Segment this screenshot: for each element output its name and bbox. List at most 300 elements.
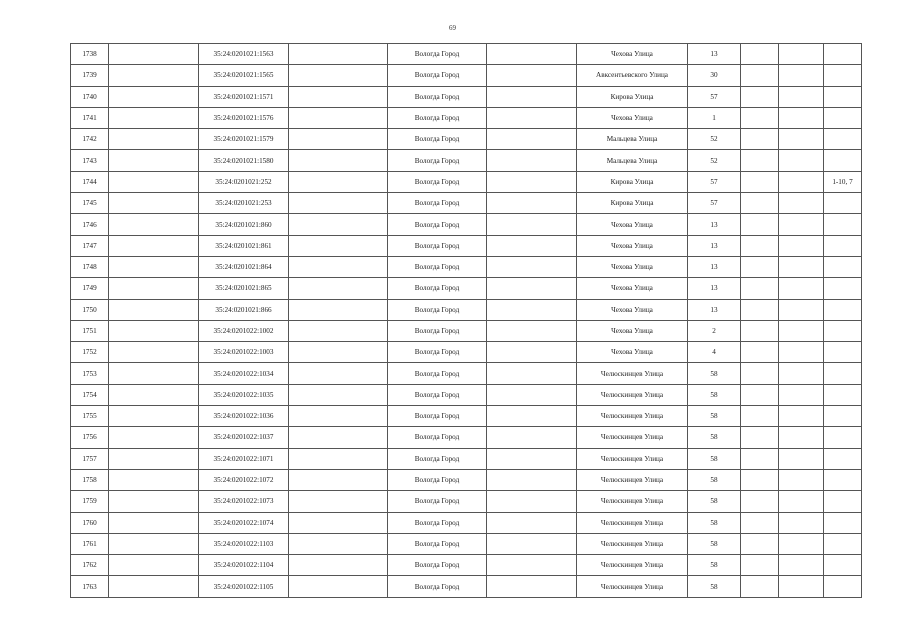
empty-cell	[487, 278, 577, 299]
empty-cell	[109, 469, 199, 490]
row-number-cell: 1752	[71, 342, 109, 363]
house-number-cell: 13	[688, 235, 741, 256]
city-cell: Вологда Город	[388, 342, 487, 363]
cadastral-number-cell: 35:24:0201022:1105	[199, 576, 289, 597]
empty-cell	[109, 512, 199, 533]
apartment-cell	[824, 299, 862, 320]
house-number-cell: 57	[688, 86, 741, 107]
house-number-cell: 58	[688, 576, 741, 597]
street-cell: Челюскинцев Улица	[577, 533, 688, 554]
empty-cell	[487, 193, 577, 214]
empty-cell	[741, 65, 779, 86]
table-row	[71, 214, 862, 235]
house-number-cell: 57	[688, 193, 741, 214]
house-number-cell: 58	[688, 555, 741, 576]
apartment-cell	[824, 320, 862, 341]
empty-cell	[741, 342, 779, 363]
empty-cell	[741, 406, 779, 427]
empty-cell	[741, 235, 779, 256]
cadastral-number-cell: 35:24:0201022:1103	[199, 533, 289, 554]
empty-cell	[109, 320, 199, 341]
table-row	[71, 342, 862, 363]
street-cell: Челюскинцев Улица	[577, 491, 688, 512]
table-row	[71, 384, 862, 405]
empty-cell	[779, 342, 824, 363]
empty-cell	[779, 171, 824, 192]
empty-cell	[289, 107, 388, 128]
cadastral-number-cell: 35:24:0201021:1565	[199, 65, 289, 86]
empty-cell	[289, 427, 388, 448]
table-row	[71, 576, 862, 597]
street-cell: Чехова Улица	[577, 278, 688, 299]
street-cell: Кирова Улица	[577, 171, 688, 192]
cadastral-number-cell: 35:24:0201021:1576	[199, 107, 289, 128]
house-number-cell: 58	[688, 427, 741, 448]
cadastral-number-cell: 35:24:0201022:1072	[199, 469, 289, 490]
apartment-cell	[824, 150, 862, 171]
city-cell: Вологда Город	[388, 406, 487, 427]
row-number-cell: 1754	[71, 384, 109, 405]
cadastral-number-cell: 35:24:0201021:252	[199, 171, 289, 192]
empty-cell	[289, 491, 388, 512]
empty-cell	[741, 469, 779, 490]
row-number-cell: 1760	[71, 512, 109, 533]
street-cell: Челюскинцев Улица	[577, 469, 688, 490]
empty-cell	[289, 533, 388, 554]
empty-cell	[109, 150, 199, 171]
empty-cell	[779, 65, 824, 86]
street-cell: Чехова Улица	[577, 320, 688, 341]
row-number-cell: 1739	[71, 65, 109, 86]
house-number-cell: 52	[688, 150, 741, 171]
house-number-cell: 13	[688, 299, 741, 320]
empty-cell	[289, 384, 388, 405]
empty-cell	[487, 65, 577, 86]
empty-cell	[289, 299, 388, 320]
apartment-cell	[824, 406, 862, 427]
house-number-cell: 58	[688, 469, 741, 490]
house-number-cell: 13	[688, 44, 741, 65]
table-row	[71, 491, 862, 512]
empty-cell	[487, 44, 577, 65]
city-cell: Вологда Город	[388, 491, 487, 512]
row-number-cell: 1748	[71, 256, 109, 277]
empty-cell	[779, 533, 824, 554]
city-cell: Вологда Город	[388, 65, 487, 86]
empty-cell	[741, 384, 779, 405]
row-number-cell: 1762	[71, 555, 109, 576]
table-row	[71, 469, 862, 490]
cadastral-number-cell: 35:24:0201021:1579	[199, 129, 289, 150]
city-cell: Вологда Город	[388, 533, 487, 554]
empty-cell	[779, 576, 824, 597]
registry-table-body	[71, 44, 862, 598]
apartment-cell	[824, 44, 862, 65]
row-number-cell: 1757	[71, 448, 109, 469]
empty-cell	[109, 65, 199, 86]
table-row	[71, 150, 862, 171]
house-number-cell: 58	[688, 512, 741, 533]
empty-cell	[487, 256, 577, 277]
empty-cell	[487, 129, 577, 150]
empty-cell	[487, 576, 577, 597]
empty-cell	[779, 86, 824, 107]
apartment-cell: 1-10, 7	[824, 171, 862, 192]
empty-cell	[109, 193, 199, 214]
empty-cell	[289, 469, 388, 490]
city-cell: Вологда Город	[388, 235, 487, 256]
street-cell: Чехова Улица	[577, 107, 688, 128]
empty-cell	[779, 256, 824, 277]
apartment-cell	[824, 469, 862, 490]
house-number-cell: 4	[688, 342, 741, 363]
empty-cell	[109, 533, 199, 554]
house-number-cell: 58	[688, 533, 741, 554]
city-cell: Вологда Город	[388, 384, 487, 405]
empty-cell	[109, 107, 199, 128]
table-row	[71, 278, 862, 299]
street-cell: Челюскинцев Улица	[577, 384, 688, 405]
row-number-cell: 1761	[71, 533, 109, 554]
table-row	[71, 171, 862, 192]
empty-cell	[109, 299, 199, 320]
empty-cell	[779, 107, 824, 128]
empty-cell	[741, 427, 779, 448]
empty-cell	[741, 150, 779, 171]
empty-cell	[487, 427, 577, 448]
empty-cell	[289, 406, 388, 427]
empty-cell	[289, 320, 388, 341]
empty-cell	[109, 576, 199, 597]
row-number-cell: 1745	[71, 193, 109, 214]
table-row	[71, 299, 862, 320]
empty-cell	[109, 86, 199, 107]
cadastral-number-cell: 35:24:0201022:1003	[199, 342, 289, 363]
house-number-cell: 58	[688, 448, 741, 469]
city-cell: Вологда Город	[388, 256, 487, 277]
empty-cell	[487, 469, 577, 490]
empty-cell	[741, 299, 779, 320]
cadastral-number-cell: 35:24:0201022:1036	[199, 406, 289, 427]
apartment-cell	[824, 491, 862, 512]
house-number-cell: 57	[688, 171, 741, 192]
table-row	[71, 129, 862, 150]
apartment-cell	[824, 533, 862, 554]
row-number-cell: 1747	[71, 235, 109, 256]
house-number-cell: 58	[688, 363, 741, 384]
cadastral-number-cell: 35:24:0201021:1563	[199, 44, 289, 65]
empty-cell	[741, 86, 779, 107]
apartment-cell	[824, 555, 862, 576]
table-row	[71, 86, 862, 107]
street-cell: Челюскинцев Улица	[577, 512, 688, 533]
empty-cell	[289, 214, 388, 235]
street-cell: Кирова Улица	[577, 86, 688, 107]
street-cell: Челюскинцев Улица	[577, 363, 688, 384]
empty-cell	[741, 491, 779, 512]
registry-table	[70, 43, 862, 598]
street-cell: Челюскинцев Улица	[577, 448, 688, 469]
apartment-cell	[824, 214, 862, 235]
cadastral-number-cell: 35:24:0201022:1035	[199, 384, 289, 405]
city-cell: Вологда Город	[388, 299, 487, 320]
street-cell: Кирова Улица	[577, 193, 688, 214]
city-cell: Вологда Город	[388, 555, 487, 576]
empty-cell	[289, 256, 388, 277]
empty-cell	[289, 129, 388, 150]
street-cell: Челюскинцев Улица	[577, 406, 688, 427]
empty-cell	[289, 512, 388, 533]
empty-cell	[109, 342, 199, 363]
table-row	[71, 65, 862, 86]
table-row	[71, 320, 862, 341]
cadastral-number-cell: 35:24:0201022:1104	[199, 555, 289, 576]
street-cell: Чехова Улица	[577, 256, 688, 277]
house-number-cell: 30	[688, 65, 741, 86]
apartment-cell	[824, 129, 862, 150]
row-number-cell: 1759	[71, 491, 109, 512]
city-cell: Вологда Город	[388, 107, 487, 128]
table-row	[71, 256, 862, 277]
table-row	[71, 193, 862, 214]
cadastral-number-cell: 35:24:0201021:865	[199, 278, 289, 299]
empty-cell	[741, 448, 779, 469]
empty-cell	[779, 150, 824, 171]
city-cell: Вологда Город	[388, 150, 487, 171]
empty-cell	[487, 86, 577, 107]
cadastral-number-cell: 35:24:0201022:1074	[199, 512, 289, 533]
cadastral-number-cell: 35:24:0201021:860	[199, 214, 289, 235]
city-cell: Вологда Город	[388, 469, 487, 490]
table-row	[71, 512, 862, 533]
house-number-cell: 52	[688, 129, 741, 150]
street-cell: Челюскинцев Улица	[577, 576, 688, 597]
empty-cell	[779, 427, 824, 448]
empty-cell	[779, 278, 824, 299]
cadastral-number-cell: 35:24:0201022:1002	[199, 320, 289, 341]
apartment-cell	[824, 342, 862, 363]
apartment-cell	[824, 107, 862, 128]
apartment-cell	[824, 427, 862, 448]
empty-cell	[487, 150, 577, 171]
apartment-cell	[824, 65, 862, 86]
street-cell: Чехова Улица	[577, 214, 688, 235]
row-number-cell: 1753	[71, 363, 109, 384]
house-number-cell: 13	[688, 214, 741, 235]
empty-cell	[487, 384, 577, 405]
apartment-cell	[824, 256, 862, 277]
empty-cell	[779, 320, 824, 341]
empty-cell	[779, 512, 824, 533]
empty-cell	[109, 256, 199, 277]
row-number-cell: 1763	[71, 576, 109, 597]
empty-cell	[109, 44, 199, 65]
row-number-cell: 1758	[71, 469, 109, 490]
empty-cell	[779, 299, 824, 320]
empty-cell	[741, 256, 779, 277]
table-row	[71, 44, 862, 65]
empty-cell	[741, 555, 779, 576]
empty-cell	[109, 448, 199, 469]
apartment-cell	[824, 363, 862, 384]
empty-cell	[779, 363, 824, 384]
empty-cell	[109, 214, 199, 235]
empty-cell	[289, 44, 388, 65]
empty-cell	[741, 44, 779, 65]
row-number-cell: 1750	[71, 299, 109, 320]
empty-cell	[289, 86, 388, 107]
street-cell: Чехова Улица	[577, 44, 688, 65]
empty-cell	[109, 278, 199, 299]
empty-cell	[487, 555, 577, 576]
empty-cell	[289, 448, 388, 469]
empty-cell	[487, 342, 577, 363]
empty-cell	[487, 235, 577, 256]
city-cell: Вологда Город	[388, 448, 487, 469]
city-cell: Вологда Город	[388, 193, 487, 214]
apartment-cell	[824, 512, 862, 533]
city-cell: Вологда Город	[388, 576, 487, 597]
cadastral-number-cell: 35:24:0201021:253	[199, 193, 289, 214]
street-cell: Чехова Улица	[577, 235, 688, 256]
city-cell: Вологда Город	[388, 512, 487, 533]
empty-cell	[779, 491, 824, 512]
table-row	[71, 533, 862, 554]
cadastral-number-cell: 35:24:0201021:861	[199, 235, 289, 256]
empty-cell	[741, 512, 779, 533]
empty-cell	[487, 363, 577, 384]
empty-cell	[289, 150, 388, 171]
empty-cell	[741, 320, 779, 341]
empty-cell	[487, 533, 577, 554]
house-number-cell: 1	[688, 107, 741, 128]
empty-cell	[487, 512, 577, 533]
empty-cell	[109, 491, 199, 512]
street-cell: Чехова Улица	[577, 342, 688, 363]
empty-cell	[779, 44, 824, 65]
cadastral-number-cell: 35:24:0201021:864	[199, 256, 289, 277]
page-number: 69	[449, 24, 456, 32]
street-cell: Челюскинцев Улица	[577, 427, 688, 448]
house-number-cell: 13	[688, 256, 741, 277]
table-row	[71, 406, 862, 427]
house-number-cell: 2	[688, 320, 741, 341]
table-row	[71, 363, 862, 384]
empty-cell	[109, 171, 199, 192]
empty-cell	[289, 342, 388, 363]
city-cell: Вологда Город	[388, 214, 487, 235]
empty-cell	[779, 448, 824, 469]
cadastral-number-cell: 35:24:0201021:866	[199, 299, 289, 320]
empty-cell	[289, 235, 388, 256]
table-row	[71, 555, 862, 576]
cadastral-number-cell: 35:24:0201021:1580	[199, 150, 289, 171]
empty-cell	[779, 406, 824, 427]
cadastral-number-cell: 35:24:0201022:1071	[199, 448, 289, 469]
empty-cell	[779, 384, 824, 405]
empty-cell	[741, 214, 779, 235]
empty-cell	[779, 469, 824, 490]
empty-cell	[741, 107, 779, 128]
apartment-cell	[824, 86, 862, 107]
empty-cell	[741, 576, 779, 597]
apartment-cell	[824, 278, 862, 299]
empty-cell	[289, 278, 388, 299]
house-number-cell: 58	[688, 406, 741, 427]
empty-cell	[741, 533, 779, 554]
street-cell: Мальцева Улица	[577, 129, 688, 150]
street-cell: Авксентьевского Улица	[577, 65, 688, 86]
city-cell: Вологда Город	[388, 44, 487, 65]
empty-cell	[741, 193, 779, 214]
empty-cell	[779, 193, 824, 214]
apartment-cell	[824, 193, 862, 214]
city-cell: Вологда Город	[388, 86, 487, 107]
city-cell: Вологда Город	[388, 129, 487, 150]
empty-cell	[741, 363, 779, 384]
city-cell: Вологда Город	[388, 171, 487, 192]
cadastral-number-cell: 35:24:0201022:1034	[199, 363, 289, 384]
cadastral-number-cell: 35:24:0201021:1571	[199, 86, 289, 107]
empty-cell	[109, 555, 199, 576]
apartment-cell	[824, 448, 862, 469]
row-number-cell: 1742	[71, 129, 109, 150]
city-cell: Вологда Город	[388, 363, 487, 384]
row-number-cell: 1751	[71, 320, 109, 341]
empty-cell	[289, 576, 388, 597]
apartment-cell	[824, 576, 862, 597]
empty-cell	[779, 214, 824, 235]
empty-cell	[289, 193, 388, 214]
empty-cell	[109, 363, 199, 384]
row-number-cell: 1744	[71, 171, 109, 192]
empty-cell	[487, 448, 577, 469]
empty-cell	[487, 299, 577, 320]
empty-cell	[289, 555, 388, 576]
empty-cell	[109, 427, 199, 448]
house-number-cell: 58	[688, 384, 741, 405]
empty-cell	[109, 384, 199, 405]
table-row	[71, 107, 862, 128]
row-number-cell: 1746	[71, 214, 109, 235]
empty-cell	[779, 129, 824, 150]
empty-cell	[741, 171, 779, 192]
empty-cell	[109, 406, 199, 427]
city-cell: Вологда Город	[388, 278, 487, 299]
empty-cell	[109, 129, 199, 150]
street-cell: Челюскинцев Улица	[577, 555, 688, 576]
cadastral-number-cell: 35:24:0201022:1073	[199, 491, 289, 512]
row-number-cell: 1756	[71, 427, 109, 448]
row-number-cell: 1740	[71, 86, 109, 107]
row-number-cell: 1743	[71, 150, 109, 171]
row-number-cell: 1738	[71, 44, 109, 65]
city-cell: Вологда Город	[388, 320, 487, 341]
empty-cell	[779, 235, 824, 256]
city-cell: Вологда Город	[388, 427, 487, 448]
apartment-cell	[824, 384, 862, 405]
empty-cell	[487, 171, 577, 192]
table-row	[71, 235, 862, 256]
row-number-cell: 1741	[71, 107, 109, 128]
empty-cell	[289, 363, 388, 384]
empty-cell	[487, 107, 577, 128]
empty-cell	[487, 406, 577, 427]
apartment-cell	[824, 235, 862, 256]
empty-cell	[487, 214, 577, 235]
empty-cell	[741, 278, 779, 299]
empty-cell	[487, 491, 577, 512]
